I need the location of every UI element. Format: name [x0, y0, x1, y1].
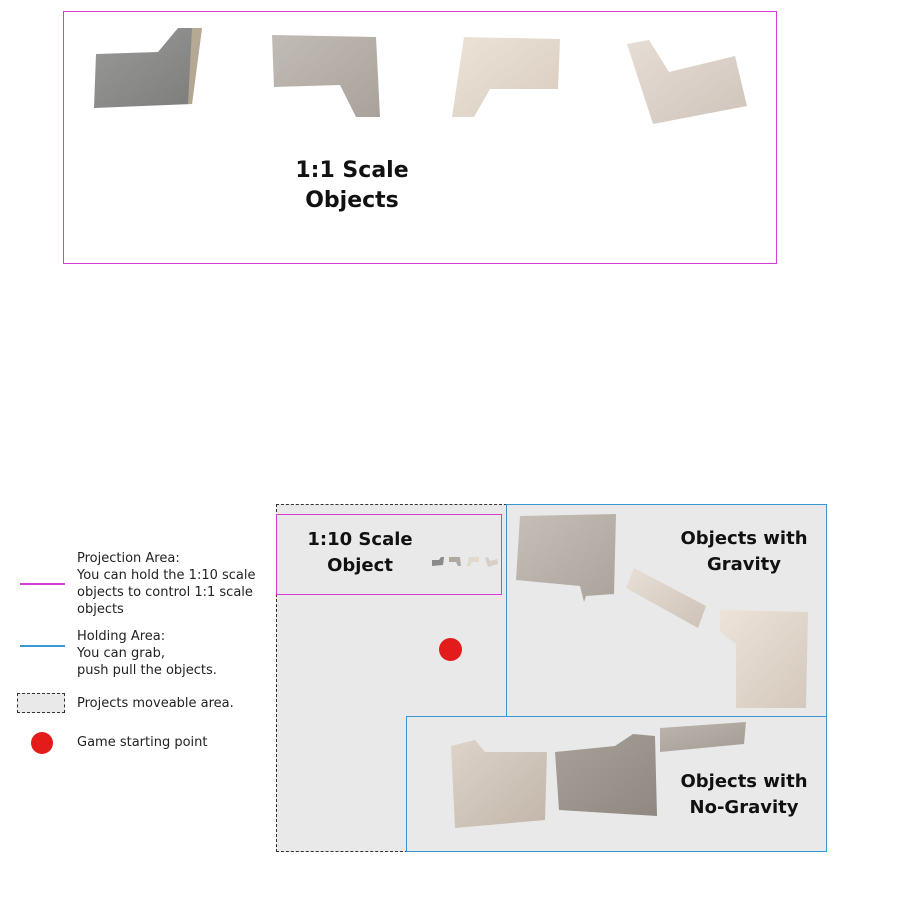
mini-piece-3[interactable]	[467, 557, 479, 566]
nogravity-title-line2: No-Gravity	[689, 797, 799, 818]
legend-holding-line2: You can grab,	[77, 646, 165, 661]
legend-projection-line2: You can hold the 1:10 scale	[77, 568, 256, 583]
nogravity-area-title	[662, 769, 826, 821]
wood-piece-3[interactable]	[450, 35, 562, 119]
gravity-piece-1[interactable]	[514, 512, 620, 604]
legend-projection-line3: objects to control 1:1 scale	[77, 585, 253, 600]
mini-piece-2[interactable]	[449, 557, 461, 566]
top-title-line1: 1:1 Scale	[295, 158, 409, 183]
wood-piece-4[interactable]	[625, 38, 749, 126]
nogravity-piece-2[interactable]	[553, 732, 661, 818]
small-title-line1: 1:10 Scale	[307, 529, 413, 550]
nogravity-title-line1: Objects with	[680, 771, 808, 792]
legend-holding-text	[77, 628, 277, 679]
legend-holding-line1: Holding Area:	[77, 629, 166, 644]
legend-moveable-swatch	[17, 693, 65, 713]
gravity-title-line1: Objects with	[680, 528, 808, 549]
legend-holding-line3: push pull the objects.	[77, 663, 217, 678]
top-title-line2: Objects	[305, 188, 399, 213]
gravity-title-line2: Gravity	[706, 554, 782, 575]
small-title-line2: Object	[327, 555, 393, 576]
top-area-title	[262, 156, 442, 216]
mini-piece-4[interactable]	[485, 557, 498, 567]
game-start-point[interactable]	[439, 638, 462, 661]
wood-piece-1[interactable]	[92, 26, 204, 110]
legend-moveable-text: Projects moveable area.	[77, 696, 234, 711]
legend-start-text: Game starting point	[77, 735, 208, 750]
nogravity-piece-1[interactable]	[447, 738, 551, 830]
mini-piece-1[interactable]	[432, 557, 444, 566]
gravity-area-title	[662, 526, 826, 578]
projection-small-title	[290, 527, 430, 579]
nogravity-piece-3[interactable]	[658, 720, 748, 754]
wood-piece-2[interactable]	[270, 33, 382, 119]
legend-start-swatch	[31, 732, 53, 754]
legend-projection-line4: objects	[77, 602, 124, 617]
legend-projection-line1: Projection Area:	[77, 551, 180, 566]
legend-projection-line	[20, 583, 65, 585]
gravity-piece-3[interactable]	[718, 608, 810, 712]
legend-holding-line	[20, 645, 65, 647]
legend-projection-text	[77, 550, 277, 618]
